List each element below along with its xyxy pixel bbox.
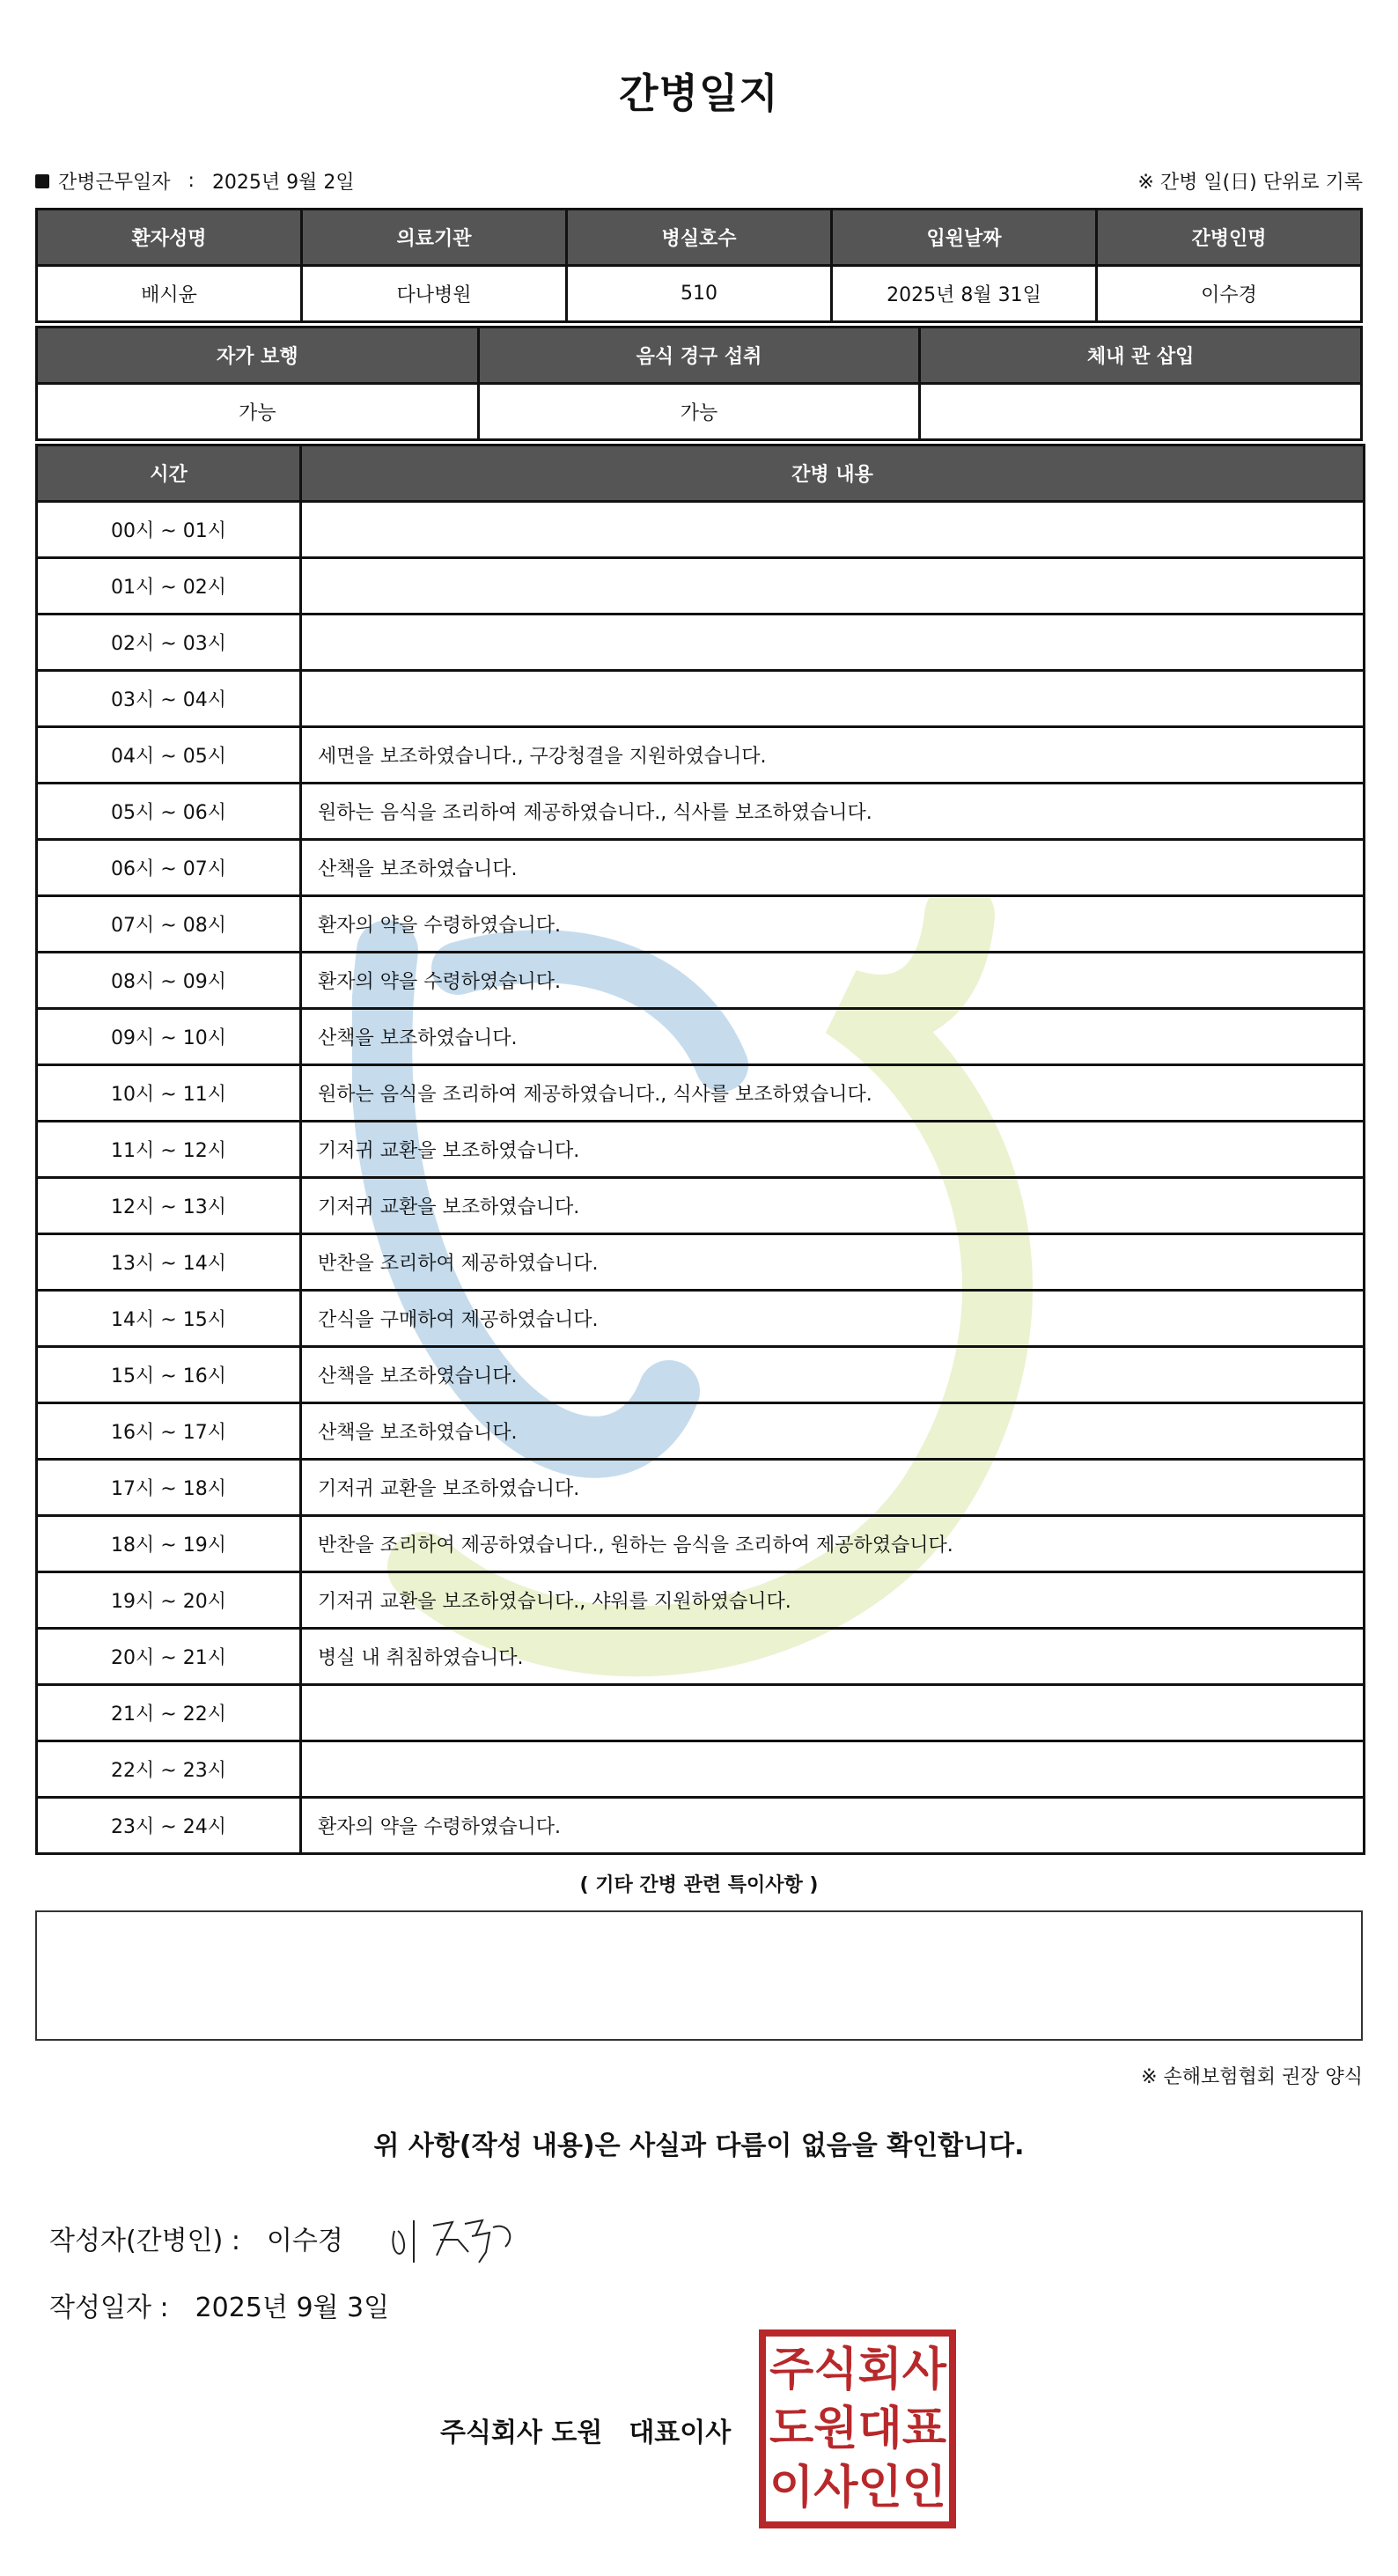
header-caregiver-name: 간병인명 (1097, 210, 1362, 266)
time-cell: 01시 ~ 02시 (37, 558, 301, 615)
caregiver-name: 이수경 (1097, 266, 1362, 322)
seal-char: 표 (901, 2402, 946, 2455)
self-walking-value: 가능 (37, 384, 479, 440)
table-row (37, 1234, 1365, 1291)
work-date-label: 간병근무일자 (58, 172, 171, 194)
header-tube-insertion: 체내 관 삽입 (920, 328, 1362, 384)
content-cell: 환자의 약을 수령하였습니다. (301, 1798, 1365, 1854)
time-cell: 20시 ~ 21시 (37, 1629, 301, 1685)
seal-char: 인 (857, 2462, 902, 2515)
insurance-note: ※ 손해보험협회 권장 양식 (1141, 2066, 1363, 2088)
time-cell: 04시 ~ 05시 (37, 727, 301, 784)
content-cell (301, 671, 1365, 727)
content-cell: 기저귀 교환을 보조하였습니다. (301, 1460, 1365, 1516)
time-cell: 05시 ~ 06시 (37, 784, 301, 840)
written-date-label: 작성일자 : (49, 2293, 169, 2323)
seal-char: 인 (901, 2462, 946, 2515)
table-row (37, 1460, 1365, 1516)
room-number: 510 (567, 266, 832, 322)
table-row (37, 1629, 1365, 1685)
content-cell (301, 502, 1365, 558)
seal-char: 회 (857, 2343, 902, 2396)
table-row (37, 671, 1365, 727)
time-cell: 16시 ~ 17시 (37, 1403, 301, 1460)
bullet-square-icon (35, 174, 49, 188)
seal-char: 주 (769, 2343, 814, 2396)
content-cell: 산책을 보조하였습니다. (301, 1009, 1365, 1065)
time-cell: 15시 ~ 16시 (37, 1347, 301, 1403)
patient-name: 배시윤 (37, 266, 302, 322)
content-cell: 반찬을 조리하여 제공하였습니다. (301, 1234, 1365, 1291)
table-row (37, 1178, 1365, 1234)
handwritten-signature-icon (387, 2201, 528, 2271)
time-cell: 18시 ~ 19시 (37, 1516, 301, 1572)
unit-note: ※ 간병 일(日) 단위로 기록 (1137, 172, 1363, 194)
content-cell: 기저귀 교환을 보조하였습니다., 샤워를 지원하였습니다. (301, 1572, 1365, 1629)
content-cell: 기저귀 교환을 보조하였습니다. (301, 1178, 1365, 1234)
care-schedule-table (35, 444, 1365, 1855)
content-cell: 간식을 구매하여 제공하였습니다. (301, 1291, 1365, 1347)
time-cell: 08시 ~ 09시 (37, 953, 301, 1009)
time-cell: 23시 ~ 24시 (37, 1798, 301, 1854)
header-self-walking: 자가 보행 (37, 328, 479, 384)
content-cell (301, 558, 1365, 615)
header-oral-intake: 음식 경구 섭취 (478, 328, 920, 384)
table-row (37, 1572, 1365, 1629)
time-cell: 02시 ~ 03시 (37, 615, 301, 671)
table-row (37, 502, 1365, 558)
seal-char: 사 (901, 2343, 946, 2396)
table-row (37, 615, 1365, 671)
confirmation-statement: 위 사항(작성 내용)은 사실과 다름이 없음을 확인합니다. (373, 2131, 1025, 2161)
time-cell: 09시 ~ 10시 (37, 1009, 301, 1065)
table-row (37, 896, 1365, 953)
work-date-separator: : (188, 170, 195, 192)
seal-char: 원 (813, 2402, 858, 2455)
time-cell: 13시 ~ 14시 (37, 1234, 301, 1291)
time-cell: 00시 ~ 01시 (37, 502, 301, 558)
hospital-name: 다나병원 (302, 266, 567, 322)
patient-info-table (35, 208, 1363, 323)
header-hospital: 의료기관 (302, 210, 567, 266)
content-cell: 원하는 음식을 조리하여 제공하였습니다., 식사를 보조하였습니다. (301, 1065, 1365, 1122)
header-admission-date: 입원날짜 (832, 210, 1097, 266)
patient-status-table (35, 326, 1363, 441)
time-cell: 07시 ~ 08시 (37, 896, 301, 953)
time-cell: 10시 ~ 11시 (37, 1065, 301, 1122)
header-time: 시간 (37, 445, 301, 502)
table-row (37, 953, 1365, 1009)
seal-char: 이 (769, 2462, 814, 2515)
header-room-number: 병실호수 (567, 210, 832, 266)
table-row (37, 1403, 1365, 1460)
table-row (37, 558, 1365, 615)
company-seal-stamp (759, 2329, 956, 2528)
written-date-value: 2025년 9월 3일 (195, 2293, 390, 2323)
table-row (37, 1347, 1365, 1403)
writer-label: 작성자(간병인) : (49, 2226, 240, 2256)
table-row (37, 1009, 1365, 1065)
time-cell: 12시 ~ 13시 (37, 1178, 301, 1234)
table-row (37, 1516, 1365, 1572)
header-patient-name: 환자성명 (37, 210, 302, 266)
oral-intake-value: 가능 (478, 384, 920, 440)
time-cell: 19시 ~ 20시 (37, 1572, 301, 1629)
content-cell: 산책을 보조하였습니다. (301, 840, 1365, 896)
table-row (37, 1065, 1365, 1122)
table-row (37, 1291, 1365, 1347)
content-cell: 병실 내 취침하였습니다. (301, 1629, 1365, 1685)
company-signature-row (440, 2410, 731, 2449)
seal-char: 대 (857, 2402, 902, 2455)
company-name: 주식회사 도원 (440, 2418, 603, 2448)
header-care-content: 간병 내용 (301, 445, 1365, 502)
table-row (37, 1798, 1365, 1854)
writer-row (49, 2219, 343, 2257)
content-cell: 환자의 약을 수령하였습니다. (301, 896, 1365, 953)
time-cell: 11시 ~ 12시 (37, 1122, 301, 1178)
time-cell: 14시 ~ 15시 (37, 1291, 301, 1347)
writer-name: 이수경 (266, 2226, 343, 2256)
table-row (37, 840, 1365, 896)
content-cell: 반찬을 조리하여 제공하였습니다., 원하는 음식을 조리하여 제공하였습니다. (301, 1516, 1365, 1572)
notes-heading: ( 기타 간병 관련 특이사항 ) (579, 1874, 819, 1896)
table-row (37, 784, 1365, 840)
written-date-row (49, 2285, 389, 2324)
content-cell: 기저귀 교환을 보조하였습니다. (301, 1122, 1365, 1178)
content-cell (301, 1685, 1365, 1741)
time-cell: 06시 ~ 07시 (37, 840, 301, 896)
content-cell: 환자의 약을 수령하였습니다. (301, 953, 1365, 1009)
table-row (37, 727, 1365, 784)
time-cell: 21시 ~ 22시 (37, 1685, 301, 1741)
work-date-value: 2025년 9월 2일 (211, 172, 355, 194)
time-cell: 03시 ~ 04시 (37, 671, 301, 727)
time-cell: 22시 ~ 23시 (37, 1741, 301, 1798)
content-cell: 원하는 음식을 조리하여 제공하였습니다., 식사를 보조하였습니다. (301, 784, 1365, 840)
content-cell: 산책을 보조하였습니다. (301, 1347, 1365, 1403)
table-row (37, 1685, 1365, 1741)
content-cell: 세면을 보조하였습니다., 구강청결을 지원하였습니다. (301, 727, 1365, 784)
document-title: 간병일지 (619, 70, 779, 117)
seal-char: 식 (813, 2343, 858, 2396)
time-cell: 17시 ~ 18시 (37, 1460, 301, 1516)
content-cell: 산책을 보조하였습니다. (301, 1403, 1365, 1460)
table-row (37, 1122, 1365, 1178)
tube-insertion-value (920, 384, 1362, 440)
seal-char: 사 (813, 2462, 858, 2515)
company-role: 대표이사 (629, 2418, 732, 2448)
table-row (37, 1741, 1365, 1798)
work-date-row (35, 167, 355, 195)
notes-box (35, 1910, 1363, 2041)
content-cell (301, 1741, 1365, 1798)
seal-char: 도 (769, 2402, 814, 2455)
content-cell (301, 615, 1365, 671)
admission-date: 2025년 8월 31일 (832, 266, 1097, 322)
